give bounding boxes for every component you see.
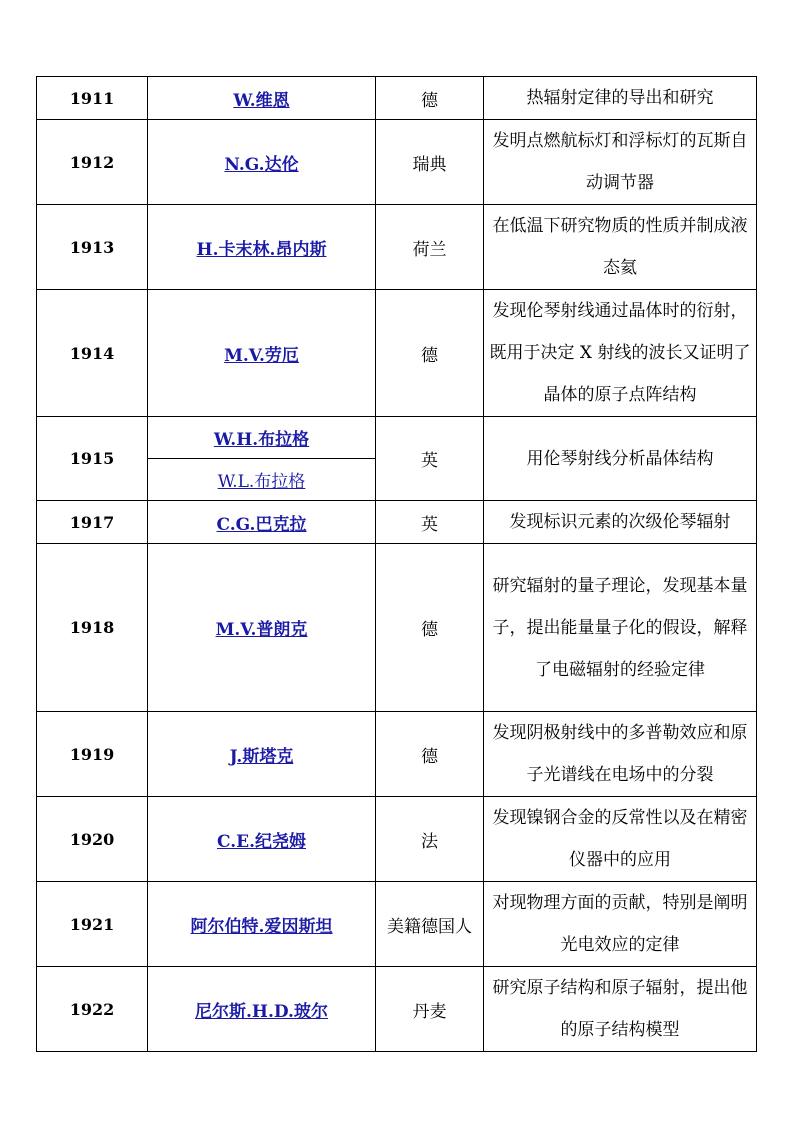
year-cell: 1919 <box>37 712 148 797</box>
laureate-link[interactable]: 阿尔伯特.爱因斯坦 <box>190 916 333 937</box>
laureate-cell <box>148 967 376 1052</box>
achievement-cell: 对现物理方面的贡献，特别是阐明光电效应的定律 <box>484 882 757 967</box>
table-row <box>37 967 757 1052</box>
laureate-cell <box>148 882 376 967</box>
laureate-link[interactable]: J.斯塔克 <box>229 746 294 767</box>
laureate-cell <box>148 797 376 882</box>
achievement-cell: 用伦琴射线分析晶体结构 <box>484 417 757 501</box>
year-cell: 1921 <box>37 882 148 967</box>
laureate-subcell <box>148 417 375 458</box>
laureate-cell <box>148 77 376 120</box>
achievement-cell: 研究辐射的量子理论，发现基本量子，提出能量量子化的假设，解释了电磁辐射的经验定律 <box>484 544 757 712</box>
table-row <box>37 712 757 797</box>
laureate-cell <box>148 205 376 290</box>
laureate-cell <box>148 120 376 205</box>
country-cell: 美籍德国人 <box>376 882 484 967</box>
country-cell: 瑞典 <box>376 120 484 205</box>
table-row <box>37 290 757 417</box>
laureate-cell <box>148 501 376 544</box>
year-cell: 1913 <box>37 205 148 290</box>
laureate-link[interactable]: H.卡末林.昂内斯 <box>196 239 327 260</box>
country-cell: 德 <box>376 77 484 120</box>
laureate-link[interactable]: N.G.达伦 <box>224 154 299 175</box>
achievement-cell: 热辐射定律的导出和研究 <box>484 77 757 120</box>
year-cell: 1912 <box>37 120 148 205</box>
year-cell: 1915 <box>37 417 148 501</box>
achievement-cell: 发现阴极射线中的多普勒效应和原子光谱线在电场中的分裂 <box>484 712 757 797</box>
country-cell: 荷兰 <box>376 205 484 290</box>
laureate-cell <box>148 544 376 712</box>
table-row <box>37 120 757 205</box>
country-cell: 英 <box>376 501 484 544</box>
laureate-link[interactable]: M.V.普朗克 <box>215 620 308 640</box>
laureate-link[interactable]: C.E.纪尧姆 <box>216 831 307 852</box>
year-cell: 1914 <box>37 290 148 417</box>
year-cell: 1922 <box>37 967 148 1052</box>
table-row <box>37 544 757 712</box>
achievement-cell: 发现镍钢合金的反常性以及在精密仪器中的应用 <box>484 797 757 882</box>
country-cell: 德 <box>376 290 484 417</box>
laureate-link[interactable]: M.V.劳厄 <box>224 345 299 366</box>
laureate-link[interactable]: 尼尔斯.H.D.玻尔 <box>195 1001 328 1022</box>
country-cell: 德 <box>376 544 484 712</box>
achievement-cell: 发现伦琴射线通过晶体时的衍射，既用于决定 X 射线的波长又证明了晶体的原子点阵结构 <box>484 290 757 417</box>
laureate-link[interactable]: W.L.布拉格 <box>217 472 306 492</box>
year-cell: 1920 <box>37 797 148 882</box>
table-row <box>37 205 757 290</box>
laureate-link[interactable]: C.G.巴克拉 <box>216 514 307 535</box>
laureate-cell <box>148 290 376 417</box>
laureates-table <box>36 76 757 1052</box>
year-cell: 1911 <box>37 77 148 120</box>
achievement-cell: 在低温下研究物质的性质并制成液态氦 <box>484 205 757 290</box>
table-row <box>37 77 757 120</box>
laureate-subcell <box>148 458 375 500</box>
year-cell: 1918 <box>37 544 148 712</box>
achievement-cell: 发现标识元素的次级伦琴辐射 <box>484 501 757 544</box>
country-cell: 英 <box>376 417 484 501</box>
laureate-link[interactable]: W.H.布拉格 <box>213 430 310 450</box>
country-cell: 丹麦 <box>376 967 484 1052</box>
achievement-cell: 研究原子结构和原子辐射，提出他的原子结构模型 <box>484 967 757 1052</box>
table-row <box>37 501 757 544</box>
country-cell: 法 <box>376 797 484 882</box>
country-cell: 德 <box>376 712 484 797</box>
achievement-cell: 发明点燃航标灯和浮标灯的瓦斯自动调节器 <box>484 120 757 205</box>
year-cell: 1917 <box>37 501 148 544</box>
table-row <box>37 882 757 967</box>
table-row <box>37 417 757 501</box>
table-row <box>37 797 757 882</box>
laureate-cell <box>148 417 376 501</box>
laureate-cell <box>148 712 376 797</box>
laureate-link[interactable]: W.维恩 <box>233 90 290 111</box>
